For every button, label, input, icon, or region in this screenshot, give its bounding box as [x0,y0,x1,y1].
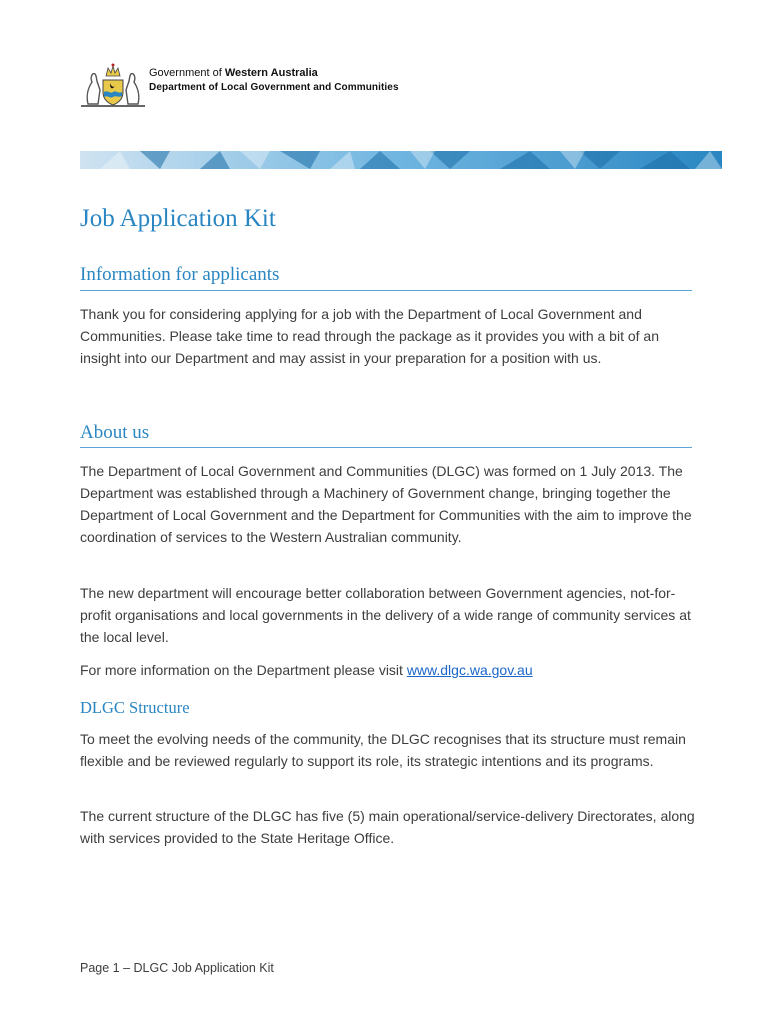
department-title: Department of Local Government and Communities [149,82,399,93]
structure-paragraph-2: The current structure of the DLGC has five (5) main operational/service-delivery Directorates, along with services provided to the State Heritage Office. [80,808,695,846]
dlgc-website-link[interactable]: www.dlgc.wa.gov.au [406,662,533,678]
page-title: Job Application Kit [80,205,276,232]
about-paragraph-2: The new department will encourage better collaboration between Government agencies, not-for-profit organisations and local governments in the delivery of a wide range of community services at the local level. [80,585,691,645]
decorative-banner [80,151,722,169]
more-info-paragraph: For more information on the Department please visit www.dlgc.wa.gov.au [80,662,533,678]
structure-heading: DLGC Structure [80,698,190,717]
government-title: Government of Western Australia [149,67,318,79]
structure-paragraph-1: To meet the evolving needs of the community, the DLGC recognises that its structure must remain flexible and be reviewed regularly to support its role, its strategic intentions and its programs. [80,731,686,769]
about-heading: About us [80,422,150,443]
info-heading: Information for applicants [80,264,280,285]
divider [80,447,692,448]
divider [80,290,692,291]
coat-of-arms-logo [80,60,146,108]
about-paragraph-1: The Department of Local Government and Communities (DLGC) was formed on 1 July 2013. The Department was established through a Machinery of Government change, bringing together the Department of Local Government and the Department for Communities with the aim to improve the coordination of services to the Western Australian community. [80,463,692,545]
info-paragraph: Thank you for considering applying for a job with the Department of Local Government and Communities. Please take time to read through the package as it provides you with a bit of an insight into our Department and may assist in your preparation for a position with us. [80,306,659,366]
page-footer: Page 1 – DLGC Job Application Kit [80,961,274,975]
